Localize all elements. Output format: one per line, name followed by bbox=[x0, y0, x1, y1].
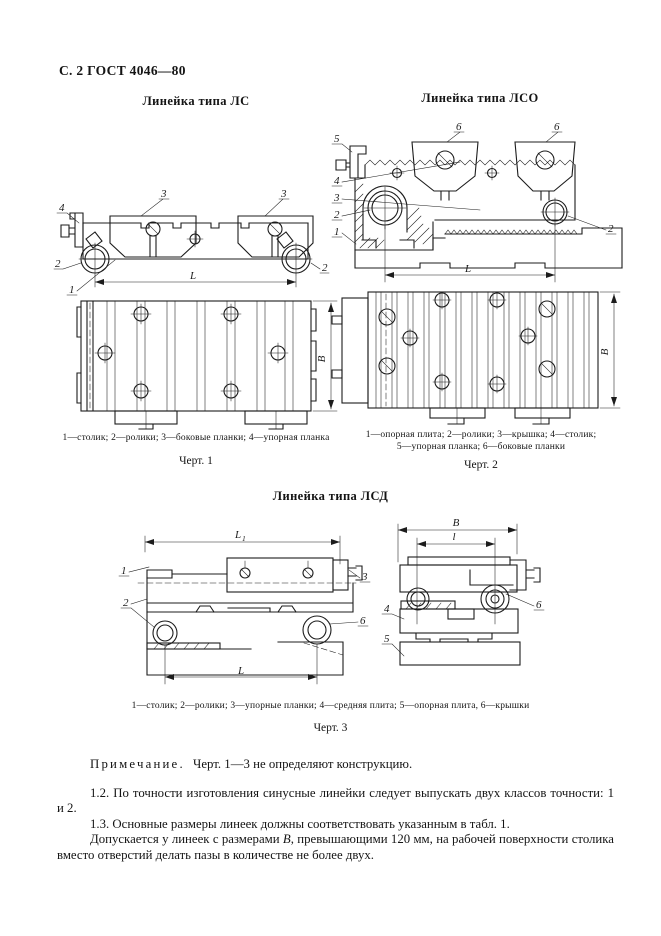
roller-left bbox=[79, 243, 111, 275]
fig3-dim-l: l bbox=[452, 531, 456, 543]
fig1-callout-2b: 2 bbox=[322, 262, 328, 274]
fig3-dim-B: В bbox=[452, 517, 460, 529]
stop-plate bbox=[61, 213, 83, 247]
fig3-dim-L: L bbox=[237, 665, 245, 677]
fig2-dim-L: L bbox=[464, 263, 472, 275]
note-label: Примечание. bbox=[90, 757, 185, 771]
note-paragraph bbox=[57, 757, 614, 773]
roller-right bbox=[303, 616, 331, 644]
roller-left bbox=[153, 621, 177, 645]
lso-top-view bbox=[332, 292, 620, 424]
fig1-label: Черт. 1 bbox=[179, 455, 213, 467]
fig1-dim-L: L bbox=[189, 270, 197, 282]
cover-left bbox=[412, 142, 478, 200]
fig2-callout-2a: 2 bbox=[334, 209, 340, 221]
fig1-callout-3a: 3 bbox=[161, 188, 167, 200]
clause-text-pre: Допускается у линеек с размерами bbox=[90, 832, 283, 847]
clause-1-2: 1.2. По точности изготовления синусные линейки следует выпускать двух классов точности: 1 и 2. bbox=[57, 785, 614, 816]
fig3-drawing bbox=[108, 512, 558, 702]
fig2-caption-line1: 1—опорная плита; 2—ролики; 3—крышка; 4—столик; bbox=[365, 430, 597, 440]
fig2-callout-6b: 6 bbox=[554, 121, 560, 133]
fig1-callout-1: 1 bbox=[69, 284, 75, 296]
fig3-callout-6a: 6 bbox=[360, 615, 366, 627]
screw-holes bbox=[95, 304, 288, 401]
stop-plate-right bbox=[333, 560, 362, 590]
fig1-callout-4: 4 bbox=[59, 202, 65, 214]
fig2-callout-4: 4 bbox=[334, 175, 340, 187]
fig2-caption bbox=[332, 429, 630, 453]
fig3-title: Линейка типа ЛСД bbox=[272, 489, 389, 503]
fig2-dim-B: В bbox=[599, 348, 611, 356]
clause-1-3-continued bbox=[57, 832, 614, 863]
roller-right bbox=[541, 198, 569, 226]
fig2-caption-line2: 5—упорная планка; 6—боковые планки bbox=[396, 442, 566, 452]
ls-side-view bbox=[54, 188, 329, 296]
fig2-callout-5: 5 bbox=[334, 133, 340, 145]
fig3-callout-4: 4 bbox=[384, 603, 390, 615]
fig2-callout-1: 1 bbox=[334, 226, 340, 238]
fig1-caption: 1—столик; 2—ролики; 3—боковые планки; 4—упорная планка bbox=[62, 433, 330, 443]
section-block bbox=[355, 178, 433, 250]
fig2-drawing bbox=[330, 120, 630, 430]
fig2-title: Линейка типа ЛСО bbox=[421, 91, 539, 105]
fig1-drawing bbox=[53, 183, 343, 433]
dimension-variable-B: В bbox=[282, 832, 291, 847]
fig1-dim-B: В bbox=[316, 355, 328, 363]
fig1-callout-2a: 2 bbox=[55, 258, 61, 270]
fig3-dim-L1-sub: 1 bbox=[242, 534, 246, 543]
screw-holes bbox=[379, 293, 555, 393]
fig3-callout-6b: 6 bbox=[536, 599, 542, 611]
note-text: Черт. 1—3 не определяют конструкцию. bbox=[193, 757, 413, 771]
fig2-callout-2b: 2 bbox=[608, 223, 614, 235]
stop-plate bbox=[336, 146, 366, 178]
clause-text-post: , превышающими 120 мм, на рабочей поверхности столика вместо отверстий делать пазы в количестве не более двух. bbox=[57, 832, 614, 862]
lsd-end-view bbox=[382, 517, 544, 665]
fig2-callout-6a: 6 bbox=[456, 121, 462, 133]
base-plate bbox=[355, 228, 622, 268]
fig3-callout-5: 5 bbox=[384, 633, 390, 645]
fig2-label: Черт. 2 bbox=[464, 459, 498, 471]
lso-side-view bbox=[332, 121, 622, 282]
cover-right bbox=[515, 142, 575, 200]
lsd-side-view bbox=[119, 529, 370, 684]
fig3-label: Черт. 3 bbox=[313, 722, 348, 734]
fig1-callout-3b: 3 bbox=[281, 188, 287, 200]
body-text bbox=[57, 757, 614, 864]
fig2-callout-3: 3 bbox=[334, 192, 340, 204]
base-plate bbox=[147, 642, 343, 675]
fig3-callout-2: 2 bbox=[123, 597, 129, 609]
page-header: С. 2 ГОСТ 4046—80 bbox=[59, 63, 186, 78]
clause-1-3: 1.3. Основные размеры линеек должны соответствовать указанным в табл. 1. bbox=[90, 816, 510, 831]
fig3-dim-L1: L bbox=[234, 529, 242, 541]
fig3-callout-3: 3 bbox=[362, 571, 368, 583]
ls-top-view bbox=[77, 301, 337, 429]
fig3-callout-1: 1 bbox=[121, 565, 127, 577]
base-plate bbox=[400, 642, 520, 665]
fig3-caption: 1—столик; 2—ролики; 3—упорные планки; 4—средняя плита; 5—опорная плита, 6—крышки bbox=[131, 701, 530, 711]
fig1-title: Линейка типа ЛС bbox=[142, 94, 250, 108]
